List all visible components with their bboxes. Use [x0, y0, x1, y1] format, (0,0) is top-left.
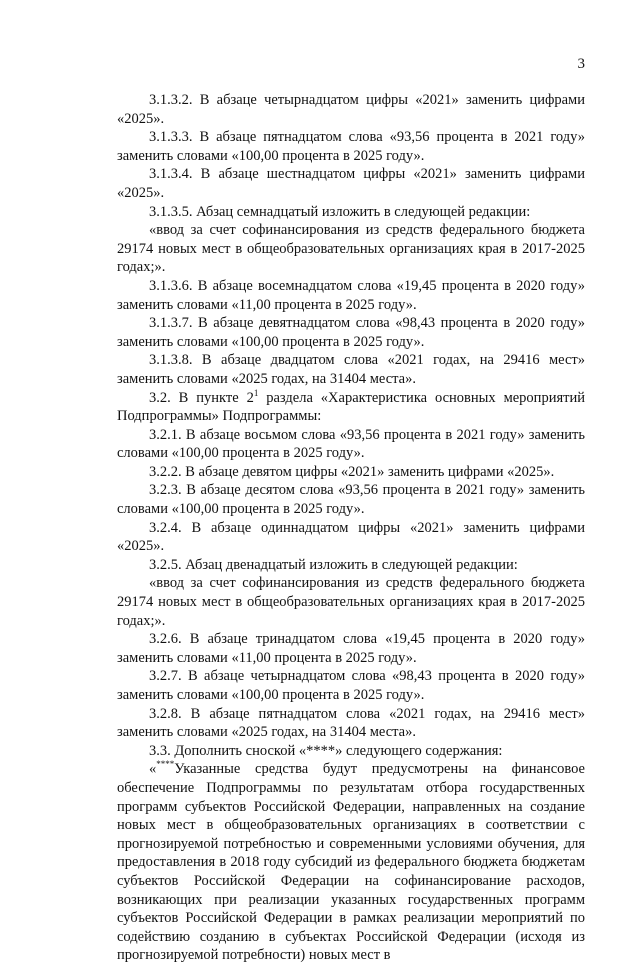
paragraph-3-2-5: 3.2.5. Абзац двенадцатый изложить в следующей редакции: [149, 556, 518, 573]
paragraph-3-2-6: 3.2.6. В абзаце тринадцатом слова «19,45 процента в 2020 году» заменить словами «11,00 процента в 2025 году». [117, 631, 585, 666]
paragraph-3-2-7: 3.2.7. В абзаце четырнадцатом слова «98,43 процента в 2020 году» заменить словами «100,00 процента в 2025 году». [117, 668, 585, 703]
paragraph-3-1-3-8: 3.1.3.8. В абзаце двадцатом слова «2021 годах, на 29416 мест» заменить словами «2025 годах, на 31404 места». [117, 352, 585, 387]
footnote-body: Указанные средства будут предусмотрены на финансовое обеспечение Подпрограммы по результатам отбора государственных программ субъектов Российской Федерации, направленных на создание новых мест в общеобразовательных организациях в соответствии с прогнозируемой потребностью и современными условиями обучения, для предоставления в 2018 году субсидий из федерального бюджета бюджетам субъектов Российской Федерации на софинансирование расходов, возникающих при реализации указанных государственных программ субъектов Российской Федерации в рамках реализации мероприятий по содействию созданию в субъектах Российской Федерации (исходя из прогнозируемой потребности) новых мест в [117, 761, 585, 964]
paragraph-3-1-3-6: 3.1.3.6. В абзаце восемнадцатом слова «19,45 процента в 2020 году» заменить словами «11,00 процента в 2025 году». [117, 277, 585, 313]
paragraph-3-2-3: 3.2.3. В абзаце десятом слова «93,56 процента в 2021 году» заменить словами «100,00 процента в 2025 году». [117, 482, 585, 518]
paragraph-3-2-end: раздела «Характеристика основных мероприятий Подпрограммы» Подпрограммы: [117, 389, 585, 425]
superscript-1: 1 [253, 387, 259, 398]
footnote-open-quote: « [149, 761, 157, 778]
document-body [117, 91, 585, 965]
page-number: 3 [577, 56, 585, 72]
paragraph-3-1-3-4: 3.1.3.4. В абзаце шестнадцатом цифры «2021» заменить цифрами «2025». [117, 166, 585, 201]
footnote-text [117, 760, 585, 965]
footnote-marker: **** [156, 759, 175, 770]
paragraph-3-1-3-2: 3.1.3.2. В абзаце четырнадцатом цифры «2021» заменить цифрами «2025». [117, 92, 585, 127]
paragraph-3-2-4: 3.2.4. В абзаце одиннадцатом цифры «2021» заменить цифрами «2025». [117, 519, 585, 555]
quoted-text-2: «ввод за счет софинансирования из средств федерального бюджета 29174 новых мест в общеобразовательных организациях края в 2017-2025 годах;». [117, 575, 585, 629]
quoted-text-1: «ввод за счет софинансирования из средств федерального бюджета 29174 новых мест в общеобразовательных организациях края в 2017-2025 годах;». [117, 222, 585, 276]
paragraph-3-1-3-7: 3.1.3.7. В абзаце девятнадцатом слова «98,43 процента в 2020 году» заменить словами «100,00 процента в 2025 году». [117, 315, 585, 350]
paragraph-3-1-3-3: 3.1.3.3. В абзаце пятнадцатом слова «93,56 процента в 2021 году» заменить словами «100,00 процента в 2025 году». [117, 129, 585, 164]
paragraph-3-2-start: 3.2. В пункте 2 [149, 389, 254, 406]
paragraph-3-2 [117, 389, 585, 426]
paragraph-3-3: 3.3. Дополнить сноской «****» следующего содержания: [149, 742, 503, 759]
paragraph-3-2-8: 3.2.8. В абзаце пятнадцатом слова «2021 годах, на 29416 мест» заменить словами «2025 годах, на 31404 места». [117, 705, 585, 741]
paragraph-3-1-3-5: 3.1.3.5. Абзац семнадцатый изложить в следующей редакции: [149, 203, 531, 220]
paragraph-3-2-1: 3.2.1. В абзаце восьмом слова «93,56 процента в 2021 году» заменить словами «100,00 процента в 2025 году». [117, 426, 585, 462]
paragraph-3-2-2: 3.2.2. В абзаце девятом цифры «2021» заменить цифрами «2025». [149, 463, 555, 480]
